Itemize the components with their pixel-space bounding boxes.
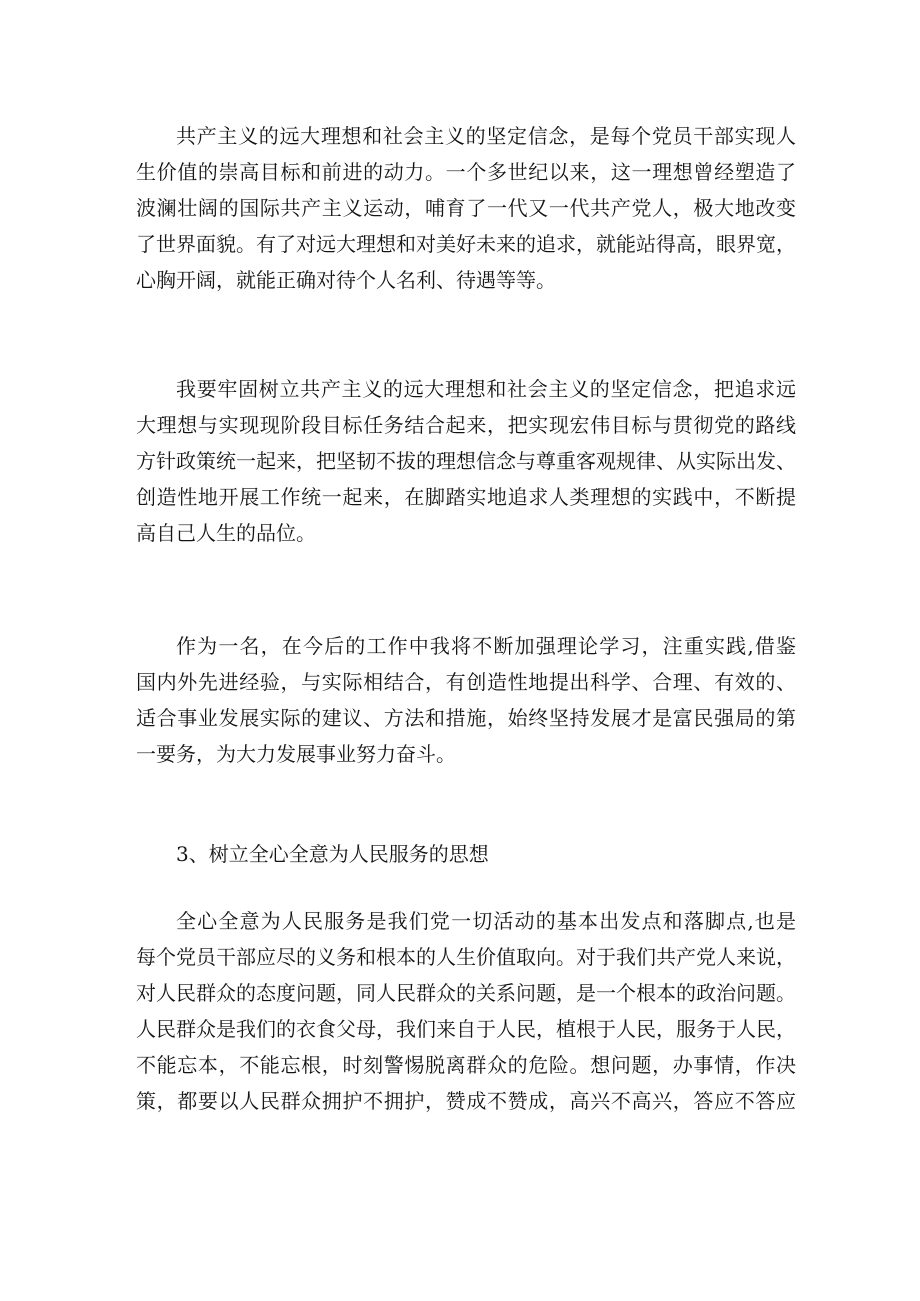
paragraph-line: 作为一名，在今后的工作中我将不断加强理论学习，注重实践,借鉴: [176, 634, 796, 658]
paragraph-line: 大理想与实现现阶段目标任务结合起来，把实现宏伟目标与贯彻党的路线: [136, 413, 796, 437]
paragraph-2: [136, 371, 796, 551]
paragraph-line: 一要务，为大力发展事业努力奋斗。: [136, 742, 456, 766]
paragraph-5: [136, 903, 796, 1119]
paragraph-1: [136, 118, 796, 298]
paragraph-line: 生价值的崇高目标和前进的动力。一个多世纪以来，这一理想曾经塑造了: [136, 160, 796, 184]
paragraph-line: 我要牢固树立共产主义的远大理想和社会主义的坚定信念，把追求远: [176, 377, 796, 401]
paragraph-line: 对人民群众的态度问题，同人民群众的关系问题，是一个根本的政治问题。: [136, 981, 796, 1005]
paragraph-line: 心胸开阔，就能正确对待个人名利、待遇等等。: [136, 268, 556, 292]
paragraph-3: [136, 628, 796, 772]
paragraph-line: 每个党员干部应尽的义务和根本的人生价值取向。对于我们共产党人来说，: [136, 945, 796, 969]
paragraph-line: 共产主义的远大理想和社会主义的坚定信念，是每个党员干部实现人: [176, 124, 796, 148]
paragraph-line: 国内外先进经验，与实际相结合，有创造性地提出科学、合理、有效的、: [136, 670, 796, 694]
paragraph-line: 高自己人生的品位。: [136, 521, 316, 545]
paragraph-line: 全心全意为人民服务是我们党一切活动的基本出发点和落脚点,也是: [176, 909, 796, 933]
paragraph-line: 方针政策统一起来，把坚韧不拔的理想信念与尊重客观规律、从实际出发、: [136, 449, 796, 473]
paragraph-line: 波澜壮阔的国际共产主义运动，哺育了一代又一代共产党人，极大地改变: [136, 196, 796, 220]
section-heading-text: 3、树立全心全意为人民服务的思想: [176, 842, 489, 866]
paragraph-line: 策，都要以人民群众拥护不拥护，赞成不赞成，高兴不高兴，答应不答应: [136, 1089, 796, 1113]
paragraph-line: 了世界面貌。有了对远大理想和对美好未来的追求，就能站得高，眼界宽，: [136, 232, 796, 256]
paragraph-line: 适合事业发展实际的建议、方法和措施，始终坚持发展才是富民强局的第: [136, 706, 796, 730]
paragraph-line: 创造性地开展工作统一起来，在脚踏实地追求人类理想的实践中，不断提: [136, 485, 796, 509]
paragraph-line: 不能忘本，不能忘根，时刻警惕脱离群众的危险。想问题，办事情，作决: [136, 1053, 796, 1077]
section-heading: [136, 836, 796, 872]
paragraph-line: 人民群众是我们的衣食父母，我们来自于人民，植根于人民，服务于人民，: [136, 1017, 796, 1041]
